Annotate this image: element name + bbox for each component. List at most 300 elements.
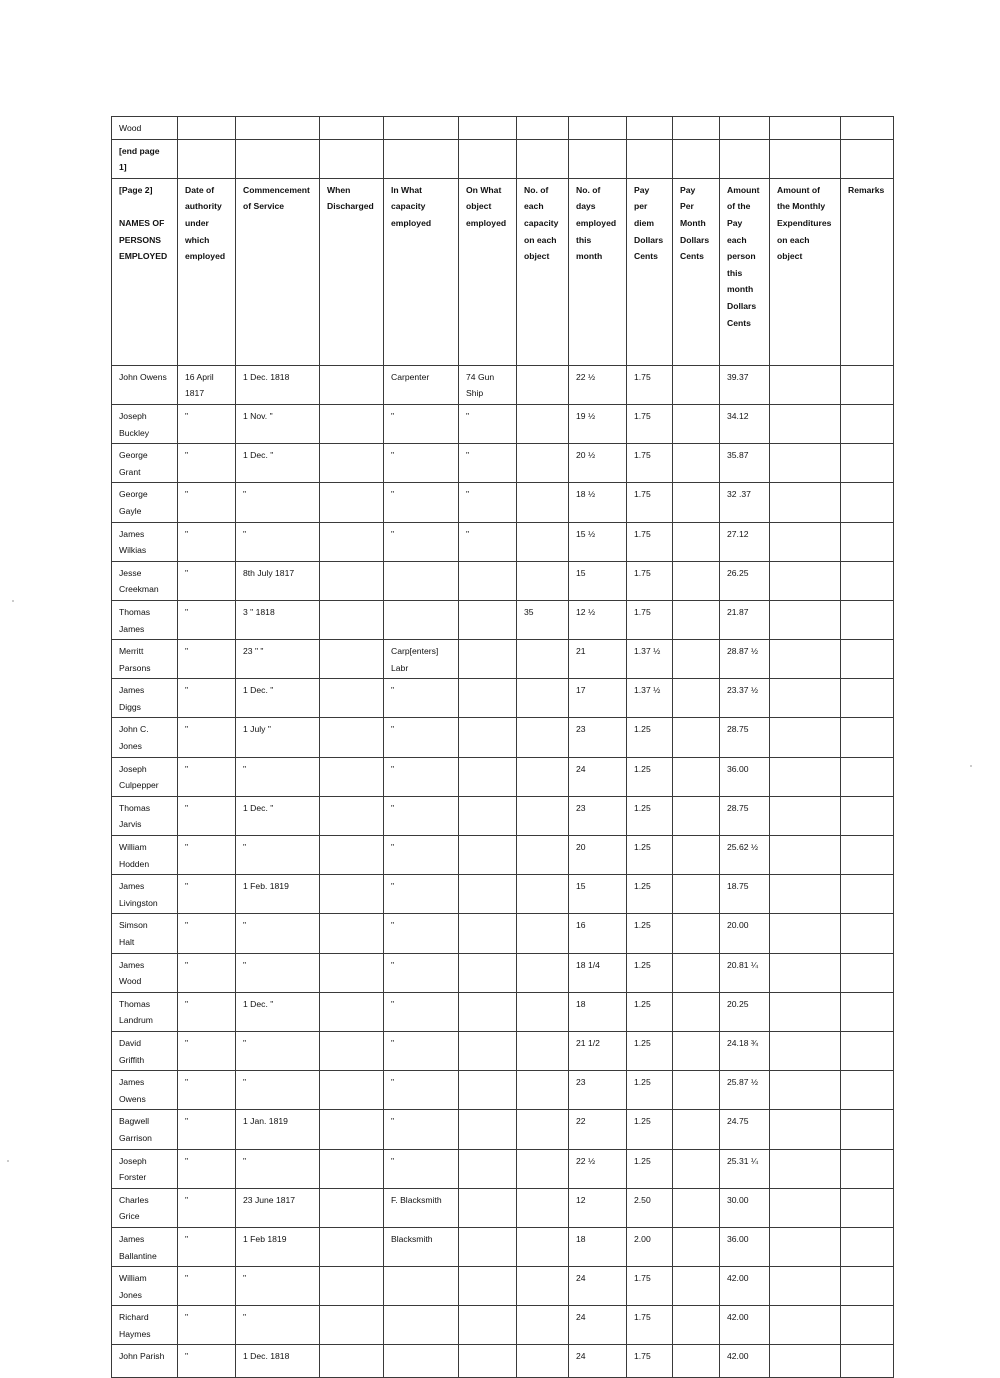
table-cell xyxy=(569,139,627,178)
table-cell xyxy=(673,992,720,1031)
table-cell: Joseph Buckley xyxy=(112,404,178,443)
table-cell: 1.75 xyxy=(627,404,673,443)
table-cell xyxy=(320,836,384,875)
table-cell: " xyxy=(236,1031,320,1070)
table-cell xyxy=(517,836,569,875)
table-cell xyxy=(517,679,569,718)
table-cell: 23.37 ½ xyxy=(720,679,770,718)
table-row xyxy=(112,796,894,835)
table-cell: James Wilkias xyxy=(112,522,178,561)
table-cell: " xyxy=(384,992,459,1031)
table-cell: 1.75 xyxy=(627,1306,673,1345)
table-cell xyxy=(517,483,569,522)
table-cell: John C. Jones xyxy=(112,718,178,757)
table-row xyxy=(112,561,894,600)
table-cell: 26.25 xyxy=(720,561,770,600)
table-cell xyxy=(841,1031,894,1070)
table-cell xyxy=(841,444,894,483)
table-cell: 23 June 1817 xyxy=(236,1188,320,1227)
table-cell xyxy=(673,1188,720,1227)
table-cell: " xyxy=(384,1149,459,1188)
table-cell: 25.87 ½ xyxy=(720,1071,770,1110)
table-cell xyxy=(770,718,841,757)
table-cell: James Wood xyxy=(112,953,178,992)
table-cell xyxy=(459,117,517,140)
table-cell xyxy=(517,365,569,404)
table-cell: " xyxy=(236,836,320,875)
table-row xyxy=(112,640,894,679)
table-cell: " xyxy=(384,404,459,443)
column-header: Remarks xyxy=(841,178,894,365)
column-header: Commencement of Service xyxy=(236,178,320,365)
table-cell: 1 Jan. 1819 xyxy=(236,1110,320,1149)
table-cell xyxy=(459,953,517,992)
table-cell xyxy=(320,1031,384,1070)
table-cell xyxy=(320,875,384,914)
table-cell xyxy=(841,914,894,953)
table-cell: Bagwell Garrison xyxy=(112,1110,178,1149)
table-cell: 24.75 xyxy=(720,1110,770,1149)
table-cell xyxy=(459,1306,517,1345)
table-cell xyxy=(673,600,720,639)
table-cell xyxy=(841,1188,894,1227)
table-cell xyxy=(320,1188,384,1227)
table-cell: Simson Halt xyxy=(112,914,178,953)
table-cell xyxy=(770,1071,841,1110)
table-cell xyxy=(459,679,517,718)
table-cell: 24 xyxy=(569,757,627,796)
table-cell xyxy=(770,1110,841,1149)
table-cell: 16 April 1817 xyxy=(178,365,236,404)
table-cell: " xyxy=(384,914,459,953)
table-cell xyxy=(459,600,517,639)
table-cell xyxy=(673,1345,720,1378)
table-cell xyxy=(320,914,384,953)
payroll-table xyxy=(111,116,894,1378)
table-cell: 1.37 ½ xyxy=(627,640,673,679)
table-cell: " xyxy=(459,444,517,483)
table-cell xyxy=(841,1149,894,1188)
table-cell: 24.18 ¾ xyxy=(720,1031,770,1070)
table-cell xyxy=(770,117,841,140)
table-cell: 15 xyxy=(569,561,627,600)
table-cell xyxy=(673,796,720,835)
table-cell: F. Blacksmith xyxy=(384,1188,459,1227)
table-cell: James Ballantine xyxy=(112,1227,178,1266)
table-cell: 1 Dec. " xyxy=(236,992,320,1031)
table-cell: 21 xyxy=(569,640,627,679)
table-cell xyxy=(320,444,384,483)
table-cell: " xyxy=(459,483,517,522)
table-cell: 1 Feb. 1819 xyxy=(236,875,320,914)
table-cell: 23 xyxy=(569,796,627,835)
table-cell xyxy=(320,1345,384,1378)
table-cell xyxy=(320,139,384,178)
table-row xyxy=(112,117,894,140)
table-cell xyxy=(841,718,894,757)
table-cell: 1 Dec. 1818 xyxy=(236,365,320,404)
table-cell xyxy=(459,1071,517,1110)
table-cell: 21.87 xyxy=(720,600,770,639)
table-cell: 1 Dec. " xyxy=(236,796,320,835)
table-cell: " xyxy=(384,875,459,914)
table-cell: 1 Feb 1819 xyxy=(236,1227,320,1266)
table-cell xyxy=(673,1110,720,1149)
table-cell: " xyxy=(178,561,236,600)
table-cell: " xyxy=(178,992,236,1031)
header-row xyxy=(112,178,894,365)
table-cell xyxy=(384,117,459,140)
table-cell: 1.25 xyxy=(627,953,673,992)
table-cell xyxy=(320,796,384,835)
table-cell: 17 xyxy=(569,679,627,718)
table-cell xyxy=(841,600,894,639)
table-cell xyxy=(517,992,569,1031)
table-cell xyxy=(770,914,841,953)
table-cell: 15 ½ xyxy=(569,522,627,561)
table-row xyxy=(112,600,894,639)
table-cell: " xyxy=(236,757,320,796)
table-cell xyxy=(770,992,841,1031)
table-cell xyxy=(459,757,517,796)
table-cell: " xyxy=(384,1110,459,1149)
table-cell xyxy=(517,1227,569,1266)
table-cell xyxy=(517,1267,569,1306)
table-cell xyxy=(517,444,569,483)
table-row xyxy=(112,483,894,522)
table-cell xyxy=(770,483,841,522)
table-cell: 1.25 xyxy=(627,914,673,953)
table-cell: " xyxy=(236,953,320,992)
table-cell: " xyxy=(384,796,459,835)
table-cell: 18.75 xyxy=(720,875,770,914)
table-cell: 1.75 xyxy=(627,522,673,561)
table-cell: " xyxy=(236,1149,320,1188)
table-cell: 1.25 xyxy=(627,1031,673,1070)
table-cell: " xyxy=(178,1306,236,1345)
table-cell: 2.50 xyxy=(627,1188,673,1227)
table-cell: 1.75 xyxy=(627,1345,673,1378)
table-cell: 42.00 xyxy=(720,1267,770,1306)
table-cell: 2.00 xyxy=(627,1227,673,1266)
table-cell: Blacksmith xyxy=(384,1227,459,1266)
column-header: Pay Per Month Dollars Cents xyxy=(673,178,720,365)
table-row xyxy=(112,1071,894,1110)
table-cell xyxy=(841,483,894,522)
table-cell xyxy=(320,522,384,561)
table-cell xyxy=(770,796,841,835)
table-cell xyxy=(459,796,517,835)
table-cell: 1.75 xyxy=(627,444,673,483)
table-cell xyxy=(517,117,569,140)
table-cell xyxy=(673,718,720,757)
table-cell xyxy=(770,1227,841,1266)
column-header: [Page 2] NAMES OF PERSONS EMPLOYED xyxy=(112,178,178,365)
table-cell xyxy=(459,640,517,679)
table-cell xyxy=(320,757,384,796)
table-cell xyxy=(320,679,384,718)
table-cell xyxy=(770,561,841,600)
table-cell xyxy=(517,640,569,679)
table-cell xyxy=(673,640,720,679)
table-cell xyxy=(770,1149,841,1188)
table-cell xyxy=(841,875,894,914)
table-cell xyxy=(673,1306,720,1345)
table-row xyxy=(112,1110,894,1149)
table-cell: 24 xyxy=(569,1267,627,1306)
table-cell xyxy=(673,404,720,443)
table-cell xyxy=(673,522,720,561)
table-cell: 1.25 xyxy=(627,875,673,914)
table-cell xyxy=(517,757,569,796)
table-cell: 1 Nov. " xyxy=(236,404,320,443)
column-header: When Discharged xyxy=(320,178,384,365)
table-cell: " xyxy=(236,914,320,953)
table-cell: " xyxy=(236,1267,320,1306)
table-cell: 39.37 xyxy=(720,365,770,404)
table-cell: 1.75 xyxy=(627,561,673,600)
table-cell xyxy=(459,992,517,1031)
table-cell xyxy=(517,139,569,178)
table-cell xyxy=(459,1345,517,1378)
table-cell: 12 ½ xyxy=(569,600,627,639)
table-cell xyxy=(841,1110,894,1149)
table-cell: Joseph Culpepper xyxy=(112,757,178,796)
table-cell: 18 ½ xyxy=(569,483,627,522)
table-cell xyxy=(517,718,569,757)
table-cell: Carpenter xyxy=(384,365,459,404)
table-cell: [end page 1] xyxy=(112,139,178,178)
table-cell: 36.00 xyxy=(720,1227,770,1266)
scan-speck xyxy=(7,1160,9,1162)
table-cell xyxy=(517,404,569,443)
table-cell: " xyxy=(178,1267,236,1306)
table-cell: James Owens xyxy=(112,1071,178,1110)
table-cell xyxy=(841,522,894,561)
scan-speck xyxy=(12,600,14,602)
column-header: No. of each capacity on each object xyxy=(517,178,569,365)
table-cell: 1 Dec. 1818 xyxy=(236,1345,320,1378)
table-cell: Thomas Jarvis xyxy=(112,796,178,835)
table-cell xyxy=(517,1071,569,1110)
table-cell xyxy=(320,953,384,992)
table-cell: 20.25 xyxy=(720,992,770,1031)
table-cell xyxy=(320,1110,384,1149)
table-cell: " xyxy=(236,483,320,522)
table-cell xyxy=(841,561,894,600)
table-cell xyxy=(320,992,384,1031)
table-cell xyxy=(673,561,720,600)
table-row xyxy=(112,365,894,404)
table-cell: William Jones xyxy=(112,1267,178,1306)
payroll-table-body xyxy=(112,117,894,1378)
table-cell: " xyxy=(178,875,236,914)
table-cell xyxy=(320,1149,384,1188)
table-cell: " xyxy=(236,1071,320,1110)
table-cell: " xyxy=(178,679,236,718)
table-cell: 1.25 xyxy=(627,1149,673,1188)
column-header: In What capacity employed xyxy=(384,178,459,365)
table-cell: 35.87 xyxy=(720,444,770,483)
table-cell xyxy=(673,836,720,875)
table-cell: 24 xyxy=(569,1345,627,1378)
table-cell xyxy=(384,1267,459,1306)
table-row xyxy=(112,1345,894,1378)
table-cell xyxy=(320,718,384,757)
table-cell xyxy=(569,117,627,140)
table-cell xyxy=(673,1227,720,1266)
table-cell xyxy=(673,679,720,718)
table-cell: 25.31 ¼ xyxy=(720,1149,770,1188)
table-cell xyxy=(459,1227,517,1266)
table-cell xyxy=(627,139,673,178)
table-cell: 1.25 xyxy=(627,836,673,875)
table-cell: " xyxy=(178,914,236,953)
table-cell xyxy=(320,1306,384,1345)
table-row xyxy=(112,1149,894,1188)
table-cell: 22 ½ xyxy=(569,365,627,404)
column-header: Date of authority under which employed xyxy=(178,178,236,365)
table-cell xyxy=(841,992,894,1031)
table-cell: 74 Gun Ship xyxy=(459,365,517,404)
table-cell xyxy=(841,679,894,718)
table-cell: 42.00 xyxy=(720,1306,770,1345)
table-cell xyxy=(384,1345,459,1378)
table-cell: " xyxy=(384,444,459,483)
table-cell: David Griffith xyxy=(112,1031,178,1070)
table-cell: " xyxy=(178,1227,236,1266)
table-row xyxy=(112,444,894,483)
table-cell xyxy=(770,875,841,914)
table-cell: " xyxy=(384,836,459,875)
table-cell xyxy=(236,117,320,140)
column-header: On What object employed xyxy=(459,178,517,365)
table-cell: 28.75 xyxy=(720,718,770,757)
table-cell xyxy=(770,365,841,404)
table-cell: " xyxy=(384,953,459,992)
table-cell: 1.75 xyxy=(627,483,673,522)
table-row xyxy=(112,836,894,875)
table-cell xyxy=(770,139,841,178)
table-cell xyxy=(459,718,517,757)
table-cell: 32 .37 xyxy=(720,483,770,522)
table-cell: " xyxy=(459,404,517,443)
table-cell xyxy=(841,953,894,992)
table-cell: 18 xyxy=(569,992,627,1031)
table-cell xyxy=(459,139,517,178)
table-cell xyxy=(517,796,569,835)
table-cell: " xyxy=(178,796,236,835)
table-row xyxy=(112,953,894,992)
table-cell xyxy=(459,1149,517,1188)
table-cell xyxy=(673,444,720,483)
table-cell xyxy=(517,914,569,953)
table-cell xyxy=(459,561,517,600)
table-cell: 21 1/2 xyxy=(569,1031,627,1070)
table-cell xyxy=(841,640,894,679)
table-cell: " xyxy=(178,836,236,875)
table-cell xyxy=(320,404,384,443)
table-cell: 20 ½ xyxy=(569,444,627,483)
table-cell: " xyxy=(384,522,459,561)
table-cell xyxy=(673,365,720,404)
table-cell xyxy=(517,1110,569,1149)
scan-speck xyxy=(970,765,972,767)
table-cell xyxy=(841,1267,894,1306)
table-row xyxy=(112,757,894,796)
table-cell: Carp[enters] Labr xyxy=(384,640,459,679)
table-cell: 23 xyxy=(569,1071,627,1110)
table-cell: 20 xyxy=(569,836,627,875)
table-cell xyxy=(459,875,517,914)
table-cell: 25.62 ½ xyxy=(720,836,770,875)
table-cell xyxy=(673,757,720,796)
table-cell: 1 Dec. " xyxy=(236,679,320,718)
table-cell xyxy=(841,365,894,404)
table-cell: John Owens xyxy=(112,365,178,404)
table-cell: 1 July " xyxy=(236,718,320,757)
table-cell: 20.00 xyxy=(720,914,770,953)
table-cell xyxy=(459,1110,517,1149)
table-cell: George Grant xyxy=(112,444,178,483)
table-cell: 22 ½ xyxy=(569,1149,627,1188)
table-cell: " xyxy=(236,522,320,561)
table-cell: George Gayle xyxy=(112,483,178,522)
table-cell xyxy=(320,561,384,600)
table-cell: " xyxy=(459,522,517,561)
table-cell: 8th July 1817 xyxy=(236,561,320,600)
table-cell: 1.75 xyxy=(627,600,673,639)
table-cell: Joseph Forster xyxy=(112,1149,178,1188)
table-cell xyxy=(517,561,569,600)
table-cell xyxy=(673,483,720,522)
table-cell xyxy=(236,139,320,178)
table-cell xyxy=(320,483,384,522)
table-cell xyxy=(673,953,720,992)
table-cell xyxy=(320,1227,384,1266)
table-cell: 20.81 ¼ xyxy=(720,953,770,992)
table-cell xyxy=(517,875,569,914)
table-cell xyxy=(320,1071,384,1110)
table-cell: 28.87 ½ xyxy=(720,640,770,679)
table-cell xyxy=(178,117,236,140)
table-cell xyxy=(770,836,841,875)
table-cell: " xyxy=(384,679,459,718)
table-cell xyxy=(384,561,459,600)
table-cell xyxy=(770,1188,841,1227)
table-cell xyxy=(517,1149,569,1188)
table-cell xyxy=(673,117,720,140)
table-cell: " xyxy=(178,1149,236,1188)
table-cell: 1.25 xyxy=(627,992,673,1031)
table-cell xyxy=(770,640,841,679)
table-cell xyxy=(770,404,841,443)
table-row xyxy=(112,139,894,178)
table-cell xyxy=(627,117,673,140)
table-cell: " xyxy=(384,757,459,796)
table-cell: " xyxy=(178,953,236,992)
table-cell: 22 xyxy=(569,1110,627,1149)
table-cell: " xyxy=(178,1110,236,1149)
table-cell: 35 xyxy=(517,600,569,639)
table-cell: 23 " " xyxy=(236,640,320,679)
column-header: No. of days employed this month xyxy=(569,178,627,365)
table-cell xyxy=(320,600,384,639)
table-row xyxy=(112,1306,894,1345)
table-row xyxy=(112,875,894,914)
table-row xyxy=(112,992,894,1031)
table-cell xyxy=(770,1306,841,1345)
